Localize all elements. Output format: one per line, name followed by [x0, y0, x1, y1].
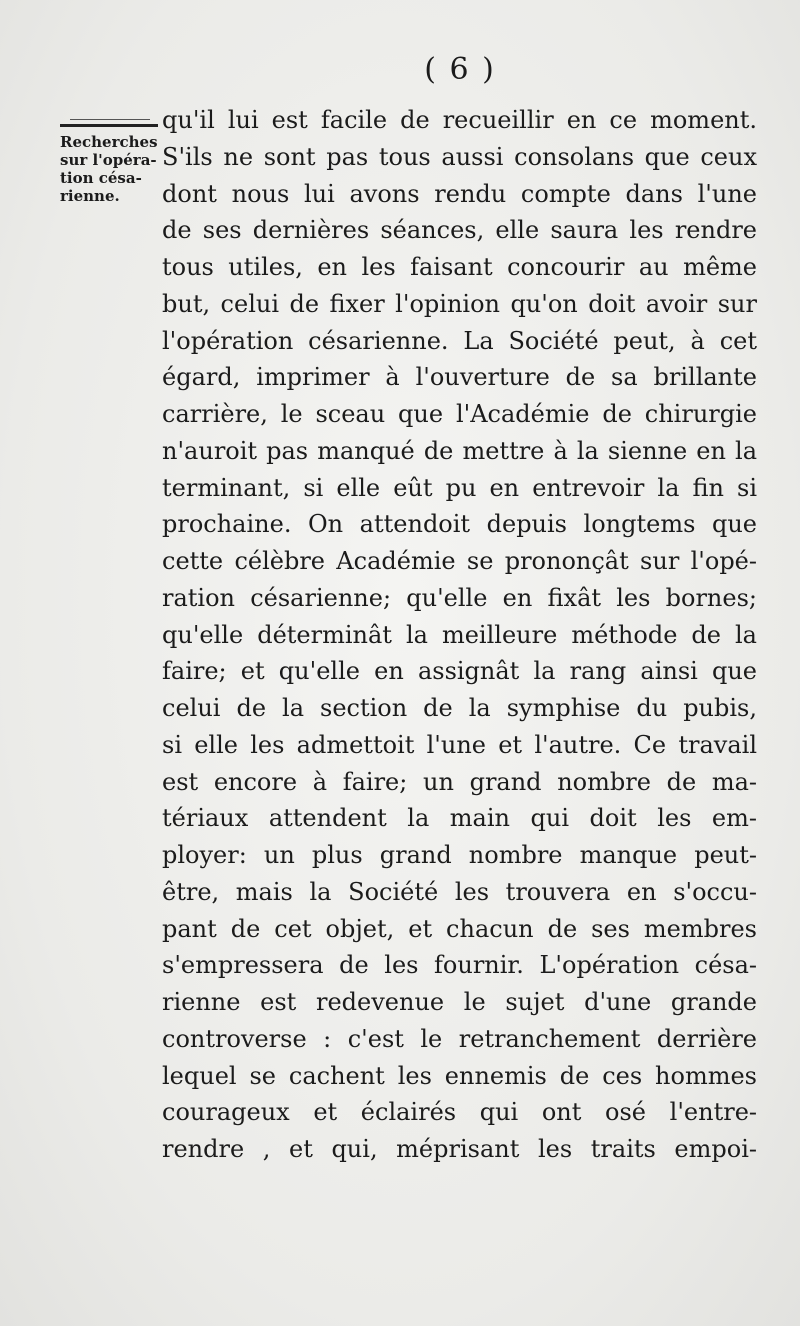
- text-line: controverse : c'est le retranchement derrière: [162, 1024, 757, 1053]
- text-line: qu'il lui est facile de recueillir en ce moment.: [162, 106, 757, 134]
- text-line: être, mais la Société les trouvera en s'occu-: [162, 877, 757, 906]
- marginal-note-line: tion césa-: [60, 169, 142, 187]
- text-line: but, celui de fixer l'opinion qu'on doit avoir sur: [162, 289, 757, 318]
- text-line: ration césarienne; qu'elle en fixât les bornes;: [162, 583, 757, 612]
- text-line: S'ils ne sont pas tous aussi consolans que ceux: [162, 142, 757, 171]
- text-line: cette célèbre Académie se prononçât sur l'opé-: [162, 547, 757, 575]
- marginal-note-line: rienne.: [60, 187, 120, 205]
- marginal-note: [60, 133, 165, 205]
- text-line: ployer: un plus grand nombre manque peut-: [162, 841, 757, 869]
- text-line: qu'elle déterminât la meilleure méthode de la: [162, 620, 757, 649]
- text-line: prochaine. On attendoit depuis longtems que: [162, 510, 757, 539]
- page-number: ( 6 ): [424, 52, 496, 87]
- text-line: tériaux attendent la main qui doit les em-: [162, 804, 757, 833]
- text-line: de ses dernières séances, elle saura les rendre: [162, 216, 757, 245]
- text-line: rienne est redevenue le sujet d'une grande: [162, 988, 757, 1016]
- text-line: l'opération césarienne. La Société peut, à cet: [162, 326, 757, 355]
- marginal-note-line: Recherches: [60, 133, 158, 151]
- text-line: égard, imprimer à l'ouverture de sa brillante: [162, 363, 757, 392]
- text-line: tous utiles, en les faisant concourir au même: [162, 253, 757, 281]
- text-line: faire; et qu'elle en assignât la rang ainsi que: [162, 657, 757, 686]
- margin-rule: [60, 124, 158, 127]
- text-line: terminant, si elle eût pu en entrevoir la fin si: [162, 473, 757, 502]
- text-line: si elle les admettoit l'une et l'autre. Ce travail: [162, 730, 757, 759]
- text-line: dont nous lui avons rendu compte dans l'une: [162, 179, 757, 208]
- marginal-note-line: sur l'opéra-: [60, 151, 157, 169]
- text-line: n'auroit pas manqué de mettre à la sienne en la: [162, 436, 757, 465]
- text-line: lequel se cachent les ennemis de ces hommes: [162, 1061, 757, 1090]
- text-line: pant de cet objet, et chacun de ses membres: [162, 914, 757, 943]
- text-line: s'empressera de les fournir. L'opération césa-: [162, 951, 757, 980]
- text-line: est encore à faire; un grand nombre de ma-: [162, 767, 757, 796]
- text-line: celui de la section de la symphise du pubis,: [162, 694, 757, 722]
- body-text: [162, 102, 757, 1168]
- text-line: courageux et éclairés qui ont osé l'entre-: [162, 1098, 757, 1127]
- text-line: carrière, le sceau que l'Académie de chirurgie: [162, 400, 757, 428]
- text-line: rendre , et qui, méprisant les traits empoi-: [162, 1135, 757, 1163]
